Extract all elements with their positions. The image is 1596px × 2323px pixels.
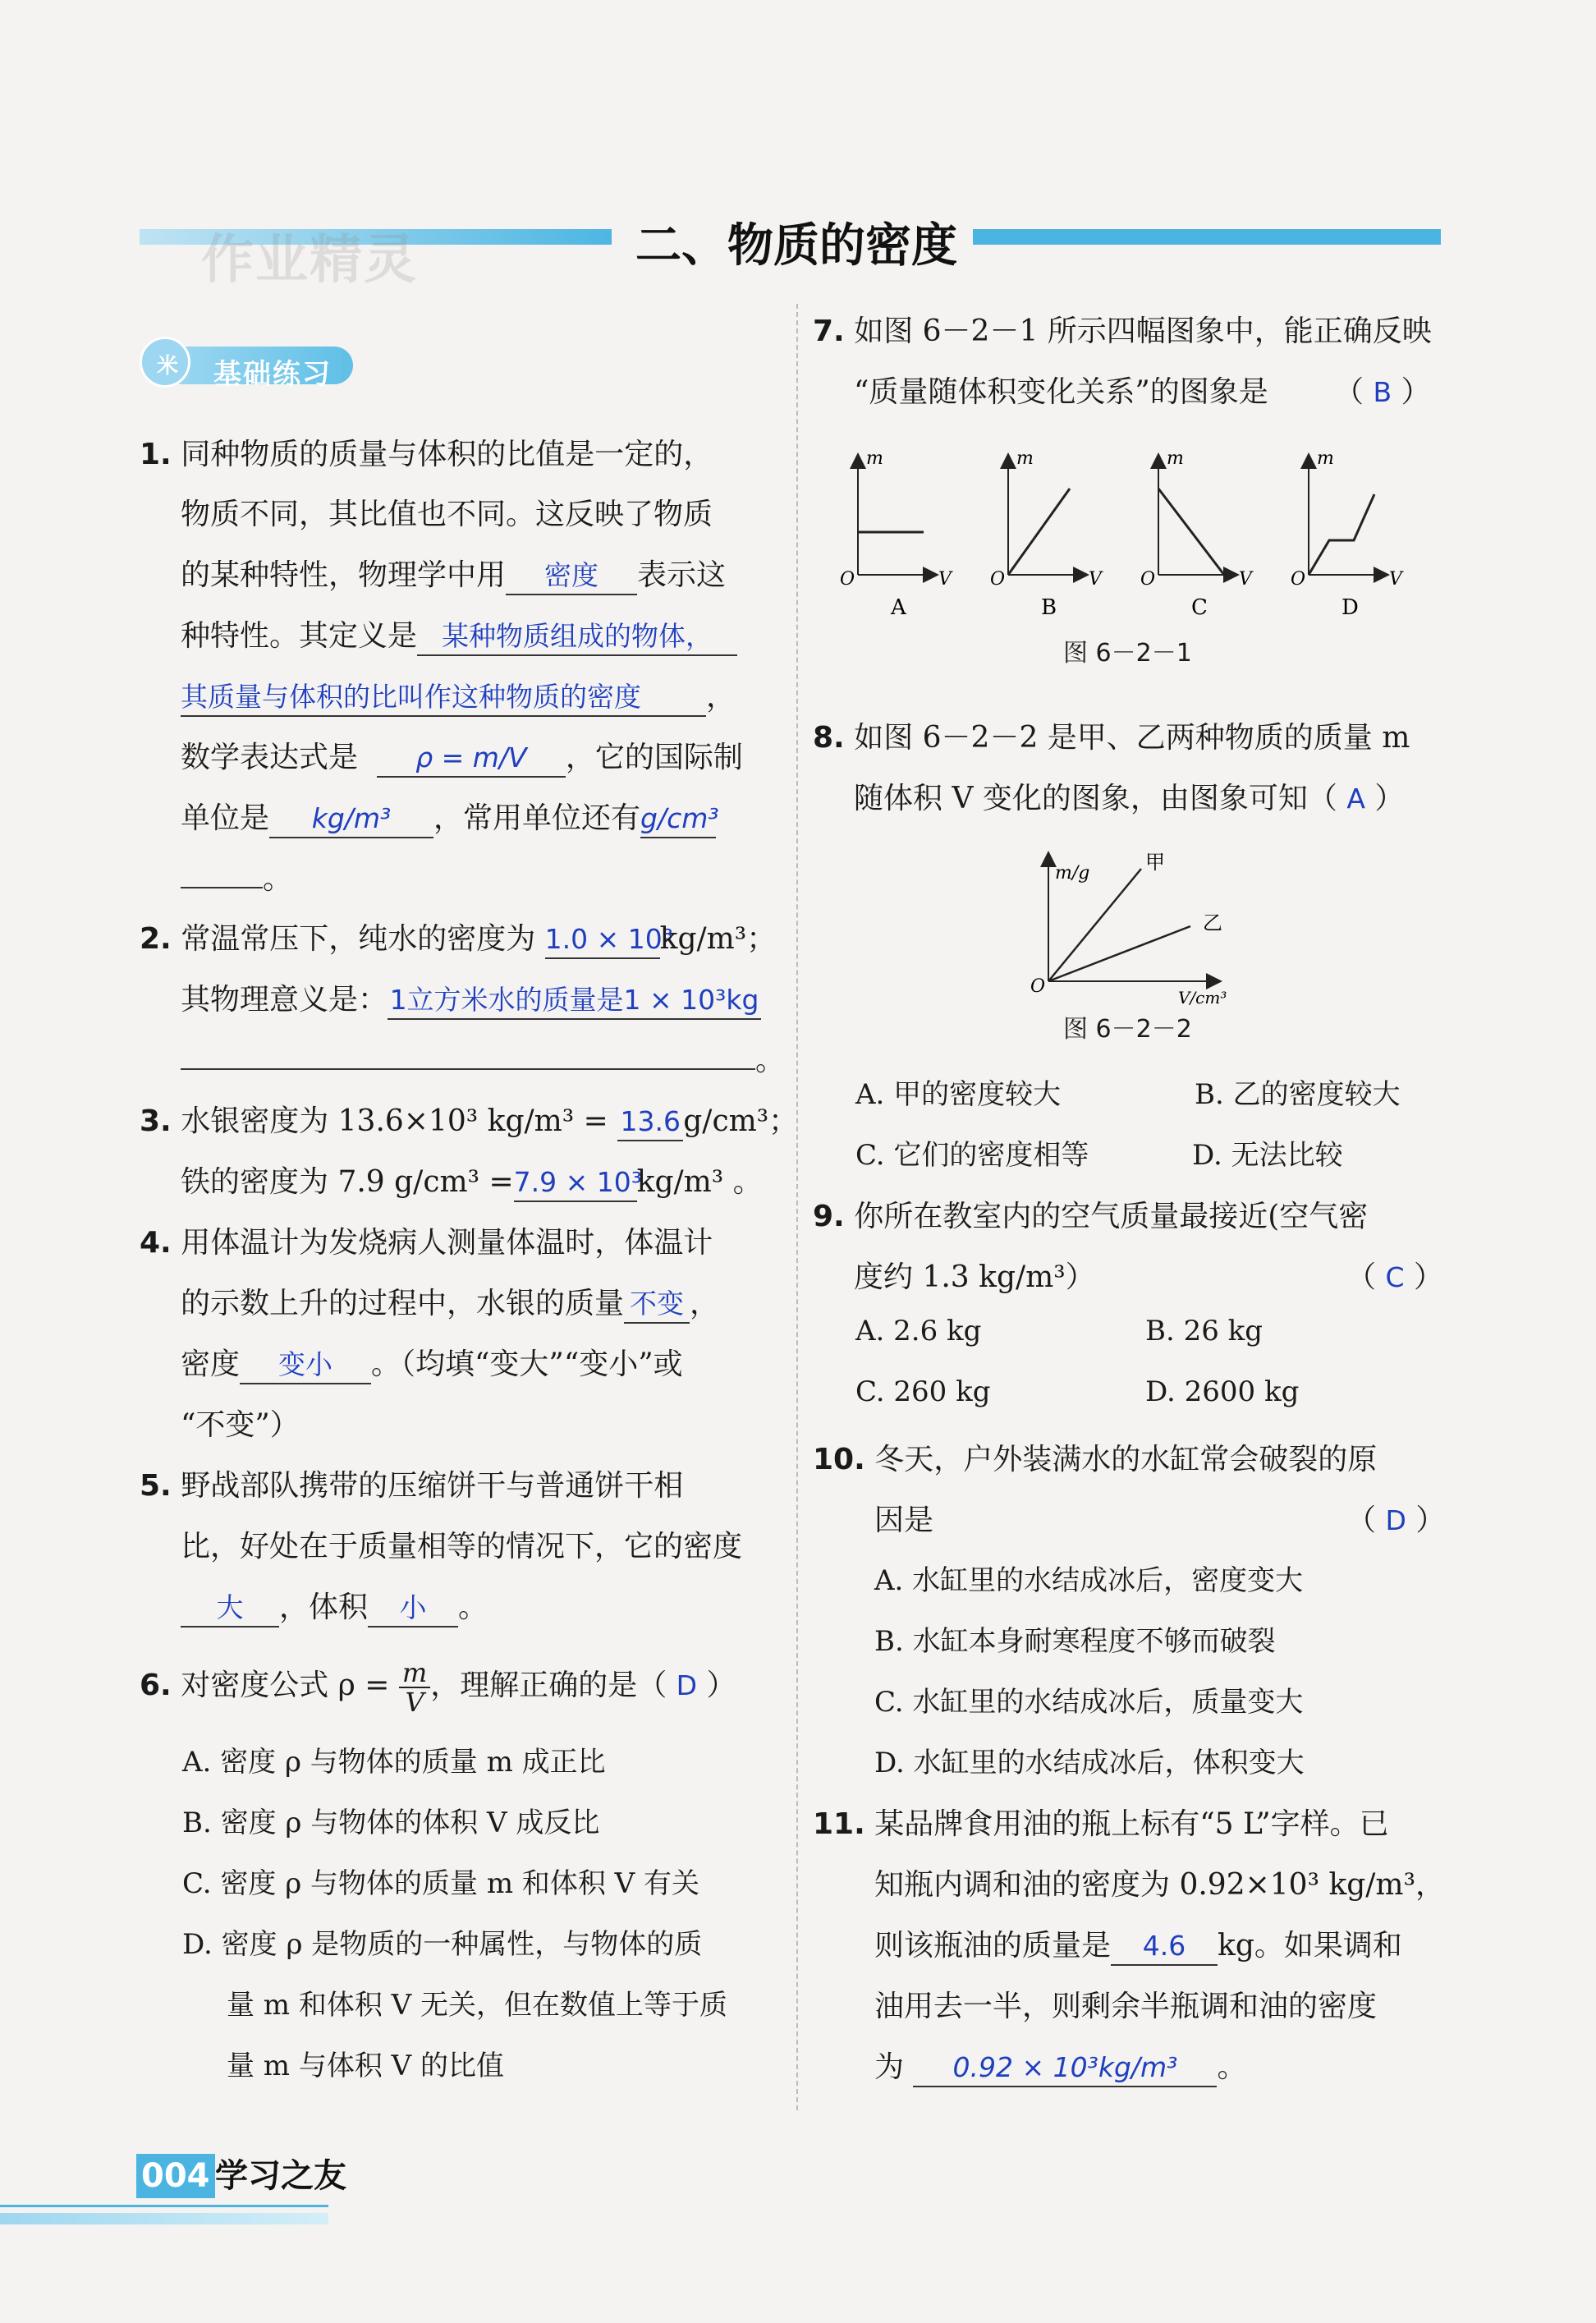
q2-line: kg/m³； — [659, 922, 777, 956]
answer-choice[interactable]: D — [676, 1669, 698, 1701]
q5-line: 野战部队携带的压缩饼干与普通饼干相 — [181, 1469, 684, 1503]
option-a[interactable]: A. 甲的密度较大 — [855, 1078, 1062, 1111]
option-c[interactable]: C. 260 kg — [855, 1375, 991, 1408]
question-number: 11. — [813, 1807, 865, 1841]
answer-choice[interactable]: D — [1385, 1504, 1406, 1536]
q5-line: 比，好处在于质量相等的情况下，它的密度 — [181, 1530, 743, 1563]
x-axis-label: V — [1089, 569, 1102, 590]
q1-line: 种特性。其定义是 — [181, 619, 418, 653]
option-d[interactable]: D. 无法比较 — [1192, 1139, 1343, 1172]
answer-blank[interactable]: 大 — [181, 1590, 279, 1627]
q11-line: 某品牌食用油的瓶上标有“5 L”字样。已 — [874, 1807, 1389, 1841]
option-b[interactable]: B. 乙的密度较大 — [1195, 1078, 1401, 1111]
option-d-cont: 量 m 与体积 V 的比值 — [227, 2050, 505, 2082]
x-axis-label: V — [938, 569, 952, 590]
q3-line: 铁的密度为 7.9 g/cm³ = — [181, 1165, 514, 1199]
q11-line: 知瓶内调和油的密度为 0.92×10³ kg/m³， — [874, 1868, 1446, 1902]
badge-icon: 米 — [140, 337, 190, 388]
q3-line: kg/m³ 。 — [636, 1165, 763, 1199]
q11-line: 则该瓶油的质量是 — [874, 1929, 1112, 1963]
q3-line: g/cm³； — [683, 1104, 799, 1138]
q9-line: 度约 1.3 kg/m³） — [854, 1260, 1095, 1294]
watermark: 作业精灵 — [201, 230, 418, 291]
section-badge — [140, 337, 355, 391]
option-b[interactable]: B. 密度 ρ 与物体的体积 V 成反比 — [182, 1807, 600, 1839]
answer-blank-continued — [181, 1068, 755, 1070]
option-c[interactable]: C. 密度 ρ 与物体的质量 m 和体积 V 有关 — [182, 1867, 700, 1900]
series-yi-label: 乙 — [1203, 911, 1222, 934]
q4-line: 。（均填“变大”“变小”或 — [371, 1347, 683, 1381]
q5-line: 。 — [458, 1591, 488, 1624]
answer-blank[interactable]: 其质量与体积的比叫作这种物质的密度 — [181, 679, 706, 717]
footer-bar — [0, 2213, 328, 2224]
q1-line: ，它的国际制 — [565, 741, 743, 774]
answer-blank[interactable]: ρ = m/V — [377, 740, 566, 778]
origin-label: O — [1140, 569, 1156, 590]
y-axis-label: m/g — [1055, 863, 1090, 884]
y-axis-label: m — [1167, 448, 1184, 469]
header-bar-right — [973, 229, 1441, 245]
answer-blank[interactable]: 7.9 × 10³ — [514, 1164, 637, 1202]
q4-line: 密度 — [181, 1347, 241, 1381]
q11-line: kg。如果调和 — [1218, 1929, 1402, 1963]
q3-line: 水银密度为 13.6×10³ kg/m³ = — [181, 1104, 608, 1138]
footer-rule — [0, 2205, 328, 2207]
q4-line: “不变”） — [181, 1408, 300, 1442]
answer-blank[interactable]: 4.6 — [1111, 1928, 1218, 1966]
question-number: 4. — [140, 1226, 172, 1260]
q11-line: 。 — [1217, 2050, 1247, 2084]
series-yi-line — [1048, 926, 1190, 981]
answer-blank[interactable]: 不变 — [624, 1286, 690, 1324]
q1-line: 单位是 — [181, 801, 270, 835]
q1-line: 的某种特性，物理学中用 — [181, 558, 507, 592]
option-a[interactable]: A. 2.6 kg — [855, 1315, 982, 1347]
section-label: 基础练习 — [213, 358, 332, 391]
question-number: 3. — [140, 1104, 172, 1138]
graph-label: B — [1041, 595, 1057, 620]
q8-line: 随体积 V 变化的图象，由图象可知（ — [854, 782, 1337, 815]
option-b[interactable]: B. 水缸本身耐寒程度不够而破裂 — [874, 1625, 1276, 1658]
q1-line: 数学表达式是 — [181, 741, 359, 774]
q11-line: 油用去一半，则剩余半瓶调和油的密度 — [874, 1990, 1378, 2023]
q1-line: 。 — [263, 862, 293, 896]
q1-line: ， — [706, 680, 736, 714]
question-number: 5. — [140, 1469, 172, 1503]
q7-line: “质量随体积变化关系”的图象是 — [854, 375, 1268, 409]
option-b[interactable]: B. 26 kg — [1145, 1315, 1264, 1347]
q11-line: 为 — [874, 2050, 905, 2084]
q1-line: ，常用单位还有 — [433, 801, 641, 835]
answer-blank[interactable]: 0.92 × 10³kg/m³ — [913, 2050, 1217, 2087]
graph-b — [990, 448, 1103, 620]
q6-line: 对密度公式 ρ = — [181, 1669, 390, 1702]
option-c[interactable]: C. 它们的密度相等 — [855, 1139, 1089, 1172]
question-number: 8. — [813, 721, 845, 755]
page-title: 二、物质的密度 — [635, 219, 957, 273]
q4-line: ， — [690, 1287, 720, 1320]
answer-blank[interactable]: 1.0 × 10³ — [545, 921, 660, 959]
q7-line: 如图 6－2－1 所示四幅图象中，能正确反映 — [854, 314, 1432, 348]
graph-label: C — [1191, 595, 1208, 620]
graph-d — [1291, 448, 1404, 620]
page-number: 004 — [136, 2154, 215, 2198]
answer-blank[interactable]: 变小 — [240, 1347, 371, 1384]
answer-blank[interactable]: 13.6 — [617, 1104, 683, 1141]
answer-blank-continued — [181, 887, 263, 888]
column-divider — [796, 304, 798, 2110]
y-axis-label: m — [1016, 448, 1034, 469]
q9-line: 你所在教室内的空气质量最接近(空气密 — [854, 1200, 1369, 1233]
worksheet-page: 作业精灵 二、物质的密度 米 基础练习 1. 同种物质的质量与体积的比值是一定的， 物质不同，其比值也不同。这反映了物质 的某种特性，物理学中用 密度 表示这 种特性。其定义是 某种物质组成的物体， 其质量与体积的比叫作这种物质的密度 ， 数学表达式是 ρ = m/V ，它的国际制 单位是 kg/m³ ，常用单位还有g/cm³ 。 2. 常温常压下，纯水的密度为 1.0 × 10³kg/m³； 其物理意义是：1立方米水的质量是1 × 10³kg 。 3. 水银密度为 13.6×10³ kg/m³ = 13.6g/cm³； 铁的密度为 7.9 g/cm³ =7.9 × 10³kg/m³ 。 4. 用体温计为发烧病人测量体温时，体温计 的示数上升的过程中，水银的质量 不变 ， 密度 变小 。（均填“变大”“变小”或 “不变”） 5. 野战部队携带的压缩饼干与普通饼干相 比，好处在于质量相等的情况下，它的密度 大 ，体积 小 。 6. 对密度公式 ρ = $\frac{m}{V}$ ，理解正确的是（ D ） A. 密度 ρ 与物体的质量 m 成正比 B. 密度 ρ 与物体的体积 V 成反比 C. 密度 ρ 与物体的质量 m 和体积 V 有关 D. 密度 ρ 是物质的一种属性，与物体的质 量 m 和体积 V 无关，但在数值上等于质 量 m 与体积 V 的比值 7. 如图 6－2－1 所示四幅图象中，能正确反映 “质量随体积变化关系”的图象是 （ B ） m O V A m O V B m O V C m O V D 图 6－2－1 8. 如图 6－2－2 是甲、乙两种物质的质量 m 随体积 V 变化的图象，由图象可知（ A ） m/g O V/cm³ 甲 乙 图 6－2－2 A. 甲的密度较大 B. 乙的密度较大 C. 它们的密度相等 D. 无法比较 9. 你所在教室内的空气质量最接近(空气密 度约 1.3 kg/m³） （ C ） A. 2.6 kg B. 26 kg C. 260 kg D. 2600 kg 10. 冬天，户外装满水的水缸常会破裂的原 因是 （ D ） A. 水缸里的水结成冰后，密度变大 B. 水缸本身耐寒程度不够而破裂 C. 水缸里的水结成冰后，质量变大 D. 水缸里的水结成冰后，体积变大 11. 某品牌食用油的瓶上标有“5 L”字样。已 知瓶内调和油的密度为 0.92×10³ kg/m³， 则该瓶油的质量是 4.6 kg。如果调和 油用去一半，则剩余半瓶调和油的密度 为 0.92 × 10³kg/m³ 。 004 学习之友 — [0, 0, 1596, 2323]
answer-blank[interactable]: 1立方米水的质量是1 × 10³kg — [388, 982, 761, 1020]
graph-label: D — [1341, 595, 1359, 620]
figure-6-2-1 — [833, 443, 1433, 632]
q4-line: 用体温计为发烧病人测量体温时，体温计 — [181, 1226, 713, 1260]
option-d[interactable]: D. 密度 ρ 是物质的一种属性，与物体的质 — [182, 1928, 703, 1961]
answer-choice[interactable]: B — [1373, 376, 1392, 408]
answer-choice[interactable]: A — [1346, 783, 1365, 815]
question-number: 9. — [813, 1200, 845, 1233]
option-c[interactable]: C. 水缸里的水结成冰后，质量变大 — [874, 1686, 1304, 1719]
origin-label: O — [840, 569, 855, 590]
q2-line: 。 — [755, 1044, 786, 1077]
origin-label: O — [1030, 976, 1046, 997]
q1-line: 表示这 — [637, 558, 727, 592]
x-axis-label: V — [1389, 569, 1402, 590]
answer-blank[interactable]: 某种物质组成的物体， — [417, 618, 737, 656]
x-axis-label: V/cm³ — [1178, 988, 1227, 1008]
q1-line: 同种物质的质量与体积的比值是一定的， — [181, 438, 713, 471]
question-number: 7. — [813, 314, 845, 348]
y-axis-label: m — [1317, 448, 1334, 469]
option-d-cont: 量 m 和体积 V 无关，但在数值上等于质 — [227, 1989, 728, 2022]
q4-line: 的示数上升的过程中，水银的质量 — [181, 1287, 625, 1320]
graph-a — [840, 448, 953, 620]
x-axis-label: V — [1239, 569, 1252, 590]
origin-label: O — [990, 569, 1006, 590]
option-a[interactable]: A. 水缸里的水结成冰后，密度变大 — [874, 1564, 1304, 1597]
q6-line: ，理解正确的是（ — [430, 1669, 667, 1702]
graph-c — [1140, 448, 1254, 620]
answer-blank[interactable]: 小 — [368, 1590, 458, 1627]
graph-label: A — [891, 595, 906, 620]
q5-line: ，体积 — [279, 1591, 369, 1624]
y-axis-label: m — [866, 448, 883, 469]
answer-blank[interactable]: kg/m³ — [269, 801, 433, 838]
option-a[interactable]: A. 密度 ρ 与物体的质量 m 成正比 — [182, 1746, 606, 1779]
figure-6-2-2 — [1030, 846, 1244, 1010]
figure-caption: 图 6－2－1 — [1063, 639, 1192, 668]
q1-line: 物质不同，其比值也不同。这反映了物质 — [181, 498, 713, 531]
question-number: 6. — [140, 1669, 172, 1702]
fraction: $\frac{m}{V}$ — [399, 1659, 430, 1716]
answer-blank[interactable]: 密度 — [506, 558, 637, 595]
answer-blank[interactable]: g/cm³ — [640, 801, 716, 838]
series-jia-label: 甲 — [1145, 851, 1165, 874]
question-number: 10. — [813, 1443, 865, 1476]
origin-label: O — [1291, 569, 1306, 590]
q2-line: 常温常压下，纯水的密度为 — [181, 922, 536, 956]
q10-line: 冬天，户外装满水的水缸常会破裂的原 — [874, 1443, 1378, 1476]
q2-line: 其物理意义是： — [181, 983, 388, 1017]
option-d[interactable]: D. 2600 kg — [1145, 1375, 1300, 1408]
question-number: 1. — [140, 438, 172, 471]
q8-line: 如图 6－2－2 是甲、乙两种物质的质量 m — [854, 721, 1410, 755]
q10-line: 因是 — [874, 1504, 934, 1537]
question-number: 2. — [140, 922, 172, 956]
option-d[interactable]: D. 水缸里的水结成冰后，体积变大 — [874, 1747, 1305, 1779]
answer-choice[interactable]: C — [1385, 1261, 1405, 1293]
book-title: 学习之友 — [215, 2157, 346, 2195]
figure-caption: 图 6－2－2 — [1063, 1015, 1192, 1044]
